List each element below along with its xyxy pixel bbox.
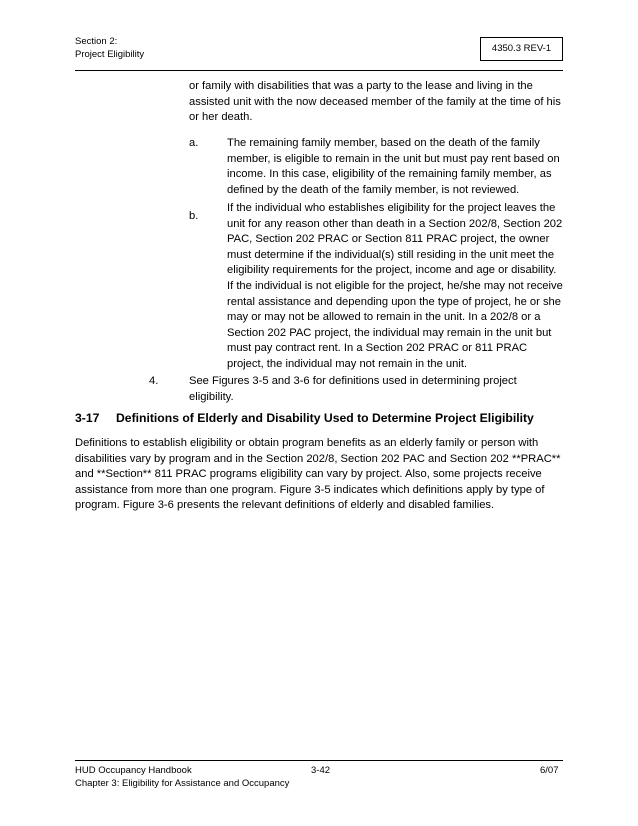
- section-title: Definitions of Elderly and Disability Used to Determine Project Eligibility: [116, 411, 534, 425]
- header-section-title: Project Eligibility: [75, 48, 145, 60]
- item-a-label: a.: [189, 137, 199, 149]
- section-number: 3-17: [75, 411, 100, 425]
- header-section: [75, 36, 144, 61]
- footer-page-number: 3-42: [311, 765, 331, 776]
- item-a-text: The remaining family member, based on the death of the family member, is eligible to remain in the unit but must pay rent based on income. In this case, eligibility of the remaining family member, as defined by the death of the family member, is not reviewed.: [227, 137, 560, 196]
- item-b-text: If the individual who establishes eligibility for the project leaves the unit for any reason other than death in a Section 202/8, Section 202 PAC, Section 202 PRAC or Section 811 PRAC project, the owner must determine if the individual(s) still residing in the unit meet the eligibility requirements for the project, income and age or disability. If the individual is not eligible for the project, he/she may not receive rental assistance and depending upon the type of project, he or she may or may not be allowed to remain in the unit. In a 202/8 or a Section 202 PAC project, the individual may remain in the unit but must pay contract rent. In a Section 202 PRAC or 811 PRAC project, the individual may not remain in the unit.: [227, 202, 563, 370]
- footer-handbook: HUD Occupancy Handbook: [75, 765, 192, 776]
- footer-divider: [75, 760, 563, 761]
- item-b-label: b.: [189, 210, 199, 222]
- footer-date: 6/07: [540, 765, 559, 776]
- item-4-text: See Figures 3-5 and 3-6 for definitions used in determining project eligibility.: [189, 375, 517, 403]
- continuation-paragraph: or family with disabilities that was a party to the lease and living in the assisted unit with the now deceased member of the family at the time of his or her death.: [189, 80, 561, 124]
- doc-number-box: 4350.3 REV-1: [480, 37, 563, 61]
- footer-left: [75, 765, 289, 790]
- item-4-label: 4.: [149, 375, 159, 387]
- section-paragraph: Definitions to establish eligibility or obtain program benefits as an elderly family or person with disabilities vary by program and in the Section 202/8, Section 202 PAC and Section 202 **PRAC** and **Section** 811 PRAC programs eligibility can vary by project. Also, some projects receive assistance from more than one program. Figure 3-5 indicates which definitions apply by type of program. Figure 3-6 presents the relevant definitions of elderly and disabled families.: [75, 437, 561, 512]
- footer-chapter: Chapter 3: Eligibility for Assistance and Occupancy: [75, 777, 290, 789]
- header-section-line: Section 2:: [75, 36, 118, 47]
- header-divider: [75, 70, 563, 71]
